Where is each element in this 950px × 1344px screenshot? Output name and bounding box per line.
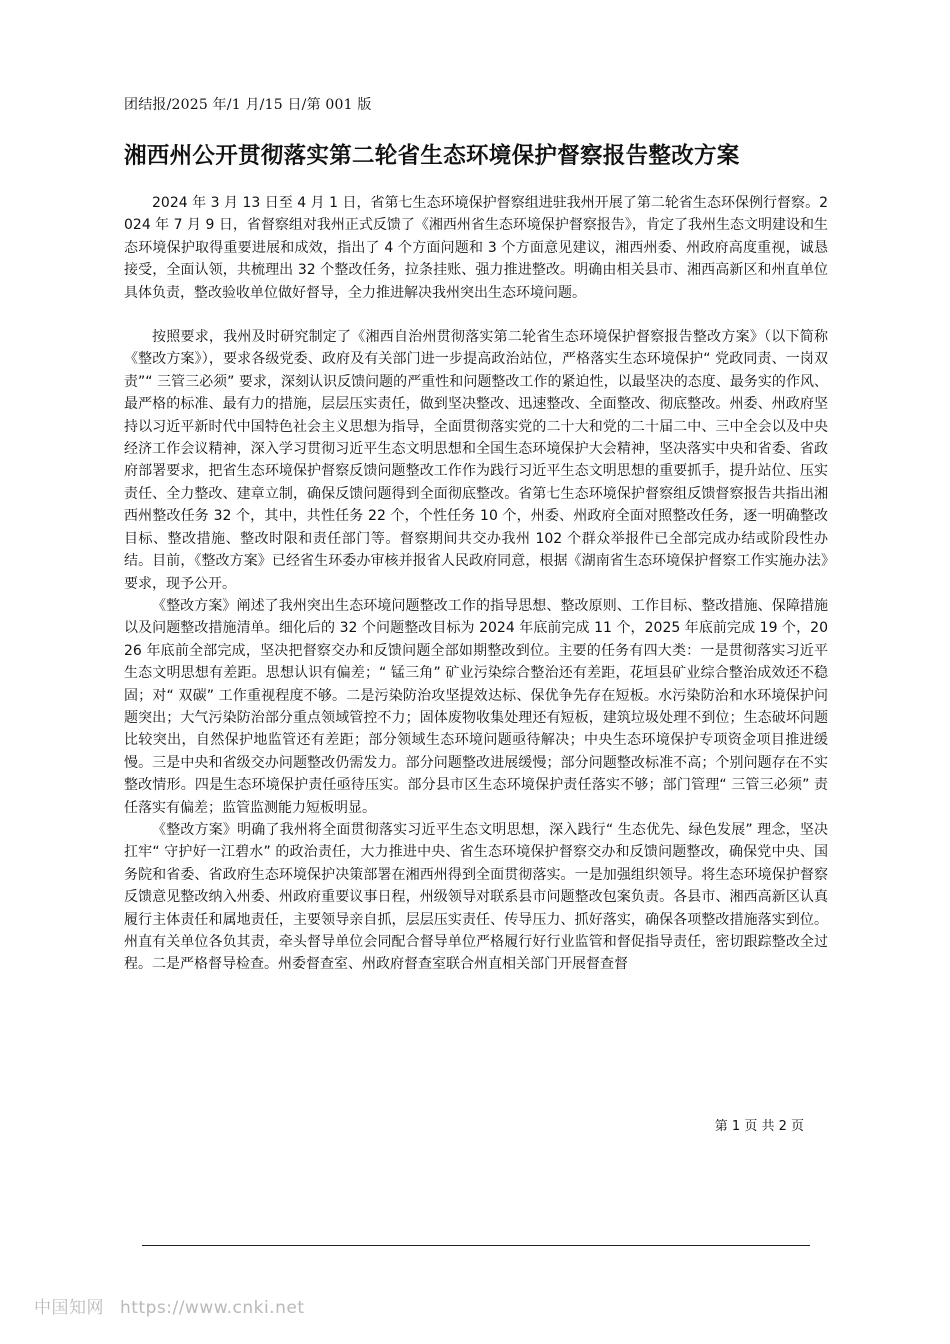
watermark-brand: 中国知网	[34, 1298, 104, 1318]
paragraph: 按照要求，我州及时研究制定了《湘西自治州贯彻落实第二轮省生态环境保护督察报告整改方案》（以下简称《整改方案》），要求各级党委、政府及有关部门进一步提高政治站位，严格落实生态环境保护“ 党政同责、一岗双责”“ 三管三必须” 要求，深刻认识反馈问题的严重性和问题整改工作的紧迫性，以最坚决的态度、最务实的作风、最严格的标准、最有力的措施，层层压实责任，做到坚决整改、迅速整改、全面整改、彻底整改。州委、州政府坚持以习近平新时代中国特色社会主义思想为指导，全面贯彻落实党的二十大和党的二十届二中、三中全会以及中央经济工作会议精神，深入学习贯彻习近平生态文明思想和全国生态环境保护大会精神，坚决落实中央和省委、省政府部署要求，把省生态环境保护督察反馈问题整改工作作为践行习近平生态文明思想的重要抓手，提升站位、压实责任、全力整改、建章立制，确保反馈问题得到全面彻底整改。省第七生态环境保护督察组反馈督察报告共指出湘西州整改任务 32 个，其中，共性任务 22 个，个性任务 10 个，州委、州政府全面对照整改任务，逐一明确整改目标、整改措施、整改时限和责任部门等。督察期间共交办我州 102 个群众举报件已全部完成办结或阶段性办结。目前，《整改方案》已经省生环委办审核并报省人民政府同意，根据《湖南省生态环境保护督察工作实施办法》要求，现予公开。	[124, 329, 828, 592]
watermark	[34, 1293, 304, 1318]
paragraph: 《整改方案》阐述了我州突出生态环境问题整改工作的指导思想、整改原则、工作目标、整改措施、保障措施以及问题整改措施清单。细化后的 32 个问题整改目标为 2024 年底前完成 11 个，2025 年底前完成 19 个，2026 年底前全部完成，坚决把督察交办和反馈问题全部如期整改到位。主要的任务有四大类：一是贯彻落实习近平生态文明思想有差距。思想认识有偏差；“ 锰三角” 矿业污染综合整治还有差距，花垣县矿业综合整治成效还不稳固；对“ 双碳” 工作重视程度不够。二是污染防治攻坚提效达标、保优争先存在短板。水污染防治和水环境保护问题突出；大气污染防治部分重点领域管控不力；固体废物收集处理还有短板，建筑垃圾处理不到位；生态破坏问题比较突出，自然保护地监管还有差距；部分领域生态环境问题亟待解决；中央生态环境保护专项资金项目推进缓慢。三是中央和省级交办问题整改仍需发力。部分问题整改进展缓慢；部分问题整改标准不高；个别问题存在不实整改情形。四是生态环境保护责任亟待压实。部分县市区生态环境保护责任落实不够；部门管理“ 三管三必须” 责任落实有偏差；监管监测能力短板明显。	[124, 597, 828, 816]
footer-divider	[142, 1245, 810, 1246]
publication-source: 团结报/2025 年/1 月/15 日/第 001 版	[124, 97, 372, 113]
article-body	[124, 192, 828, 976]
paragraph: 《整改方案》明确了我州将全面贯彻落实习近平生态文明思想，深入践行“ 生态优先、绿色发展” 理念，坚决扛牢“ 守护好一江碧水” 的政治责任，大力推进中央、省生态环境保护督察交办和反馈问题整改，确保党中央、国务院和省委、省政府生态环境保护决策部署在湘西州得到全面贯彻落实。一是加强组织领导。将生态环境保护督察反馈意见整改纳入州委、州政府重要议事日程，州级领导对联系县市问题整改包案负责。各县市、湘西高新区认真履行主体责任和属地责任，主要领导亲自抓，层层压实责任、传导压力、抓好落实，确保各项整改措施落实到位。州直有关单位各负其责，牵头督导单位会同配合督导单位严格履行好行业监管和督促指导责任，密切跟踪整改全过程。二是严格督导检查。州委督查室、州政府督查室联合州直相关部门开展督查督	[124, 821, 828, 973]
paragraph: 2024 年 3 月 13 日至 4 月 1 日，省第七生态环境保护督察组进驻我州开展了第二轮省生态环保例行督察。2024 年 7 月 9 日，省督察组对我州正式反馈了《湘西州省生态环境保护督察报告》，肯定了我州生态文明建设和生态环境保护取得重要进展和成效，指出了 4 个方面问题和 3 个方面意见建议，湘西州委、州政府高度重视，诚恳接受，全面认领，共梳理出 32 个整改任务，拉条挂账、强力推进整改。明确由相关县市、湘西高新区和州直单位具体负责，整改验收单位做好督导，全力推进解决我州突出生态环境问题。	[124, 195, 828, 301]
article-title: 湘西州公开贯彻落实第二轮省生态环境保护督察报告整改方案	[124, 143, 740, 169]
page-number: 第 1 页 共 2 页	[714, 1119, 804, 1134]
watermark-url: https://www.cnki.net	[120, 1298, 305, 1318]
